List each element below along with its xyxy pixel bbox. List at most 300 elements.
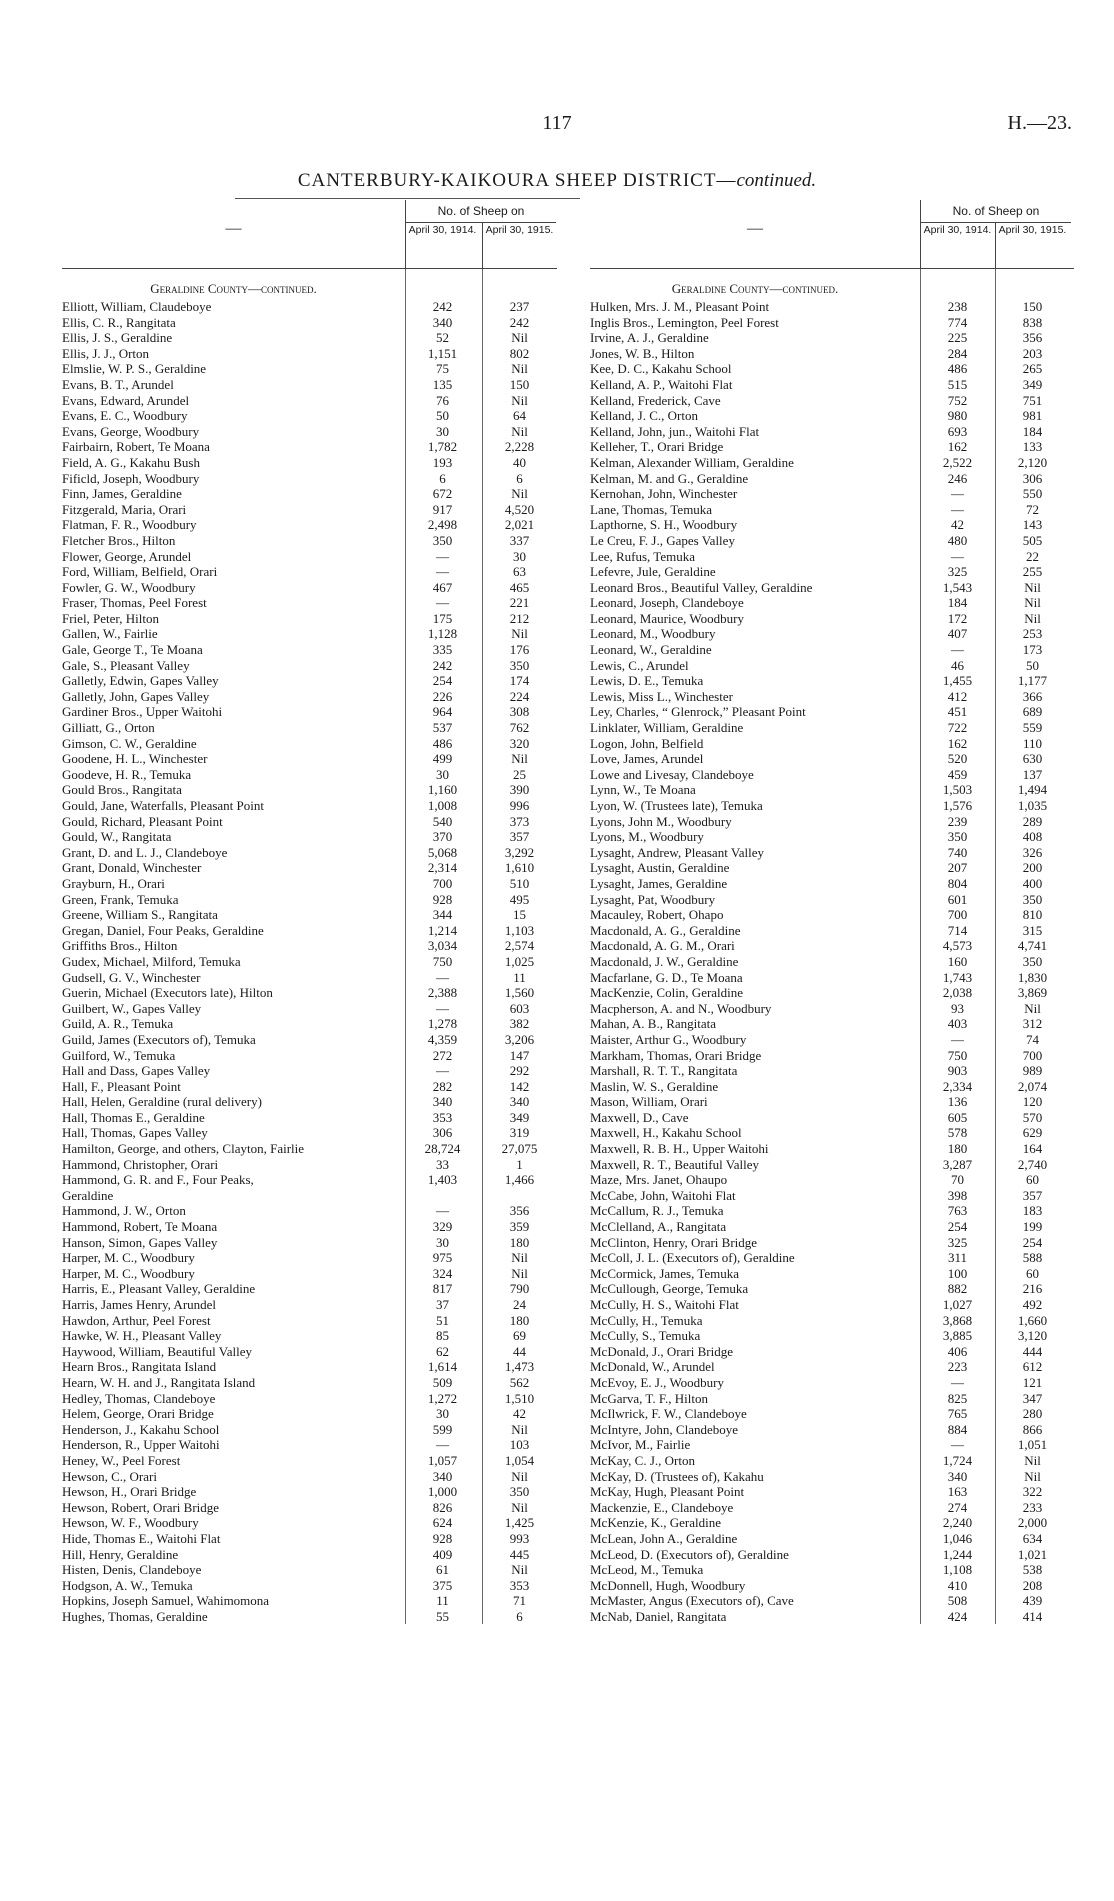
- table-row: [590, 1562, 1074, 1578]
- table-row: [590, 1172, 1074, 1188]
- table-row: [590, 923, 1074, 939]
- sheep-1914: 459: [947, 766, 968, 782]
- sheep-1914: 242: [432, 657, 453, 673]
- holder-name: Gale, George T., Te Moana: [62, 642, 203, 658]
- sheep-1914: 223: [947, 1359, 968, 1375]
- sheep-1915: 993: [509, 1530, 530, 1546]
- table-row: [590, 938, 1074, 954]
- holder-name: Lapthorne, S. H., Woodbury: [590, 517, 738, 533]
- sheep-1914: 30: [436, 1234, 449, 1250]
- sheep-1914: —: [436, 969, 449, 985]
- sheep-1915: 4,741: [1017, 938, 1048, 954]
- holder-name: Jones, W. B., Hilton: [590, 345, 695, 361]
- column-rule-1915: [482, 269, 483, 1624]
- sheep-1915: 3,206: [504, 1031, 535, 1047]
- sheep-1914: 207: [947, 860, 968, 876]
- holder-name: Kelleher, T., Orari Bridge: [590, 439, 724, 455]
- holder-name: Hewson, Robert, Orari Bridge: [62, 1499, 220, 1515]
- sheep-1914: 599: [432, 1421, 453, 1437]
- sheep-1915: 40: [513, 454, 526, 470]
- sheep-1914: 2,498: [427, 517, 458, 533]
- table-row: [590, 1359, 1074, 1375]
- holder-name: McGarva, T. F., Hilton: [590, 1390, 708, 1406]
- sheep-1915: 71: [513, 1593, 526, 1609]
- sheep-1915: 810: [1022, 907, 1043, 923]
- sheep-1915: 350: [1022, 891, 1043, 907]
- holder-name: McDonald, J., Orari Bridge: [590, 1343, 733, 1359]
- holder-name: Ley, Charles, “ Glenrock,” Pleasant Point: [590, 704, 806, 720]
- sheep-1915: 495: [509, 891, 530, 907]
- sheep-1915: 319: [509, 1125, 530, 1141]
- sheep-1915: 326: [1022, 844, 1043, 860]
- holder-name: Ellis, J. J., Orton: [62, 345, 150, 361]
- holder-name: Grayburn, H., Orari: [62, 875, 165, 891]
- table-row: [590, 1578, 1074, 1594]
- sheep-1914: 282: [432, 1078, 453, 1094]
- sheep-group-label: No. of Sheep on: [406, 200, 556, 223]
- sheep-1914: 1,743: [942, 969, 973, 985]
- table-row: [590, 1125, 1074, 1141]
- holder-name: Gould, Jane, Waterfalls, Pleasant Point: [62, 798, 264, 813]
- sheep-1915: 603: [509, 1000, 530, 1016]
- sheep-1915: 559: [1022, 720, 1043, 736]
- holder-name: Kelman, Alexander William, Geraldine: [590, 454, 794, 470]
- sheep-1915: 253: [1022, 626, 1043, 642]
- sheep-group-label: No. of Sheep on: [921, 200, 1071, 223]
- sheep-1914: 407: [947, 626, 968, 642]
- sheep-1915: Nil: [511, 1421, 528, 1437]
- sheep-1914: 406: [947, 1343, 968, 1359]
- sheep-1914: 3,868: [942, 1312, 973, 1328]
- sheep-1914: 1,455: [942, 673, 973, 689]
- holder-name: Fowler, G. W., Woodbury: [62, 579, 196, 595]
- sheep-1915: 465: [509, 579, 530, 595]
- sheep-1914: 882: [947, 1281, 968, 1297]
- holder-name: Grant, D. and L. J., Clandeboye: [62, 844, 228, 860]
- sheep-1914: 51: [436, 1312, 449, 1328]
- sheep-1914: 6: [439, 470, 446, 486]
- holder-name: Hughes, Thomas, Geraldine: [62, 1608, 208, 1624]
- sheep-1915: Nil: [1024, 595, 1041, 611]
- sheep-1915: 1,494: [1017, 782, 1048, 798]
- sheep-1914: 714: [947, 922, 968, 938]
- sheep-1914: 325: [947, 1234, 968, 1250]
- holder-name: Hearn Bros., Rangitata Island: [62, 1359, 217, 1375]
- holder-name: Gould, W., Rangitata: [62, 829, 172, 845]
- table-row: [590, 1157, 1074, 1173]
- sheep-1914: 175: [432, 610, 453, 626]
- sheep-1914: 239: [947, 813, 968, 829]
- sheep-1915: Nil: [1024, 1452, 1041, 1468]
- sheep-1915: 312: [1022, 1016, 1043, 1032]
- holder-name: McCully, S., Temuka: [590, 1328, 701, 1344]
- sheep-1915: 2,000: [1017, 1515, 1048, 1531]
- holder-name: Ellis, C. R., Rangitata: [62, 314, 176, 330]
- sheep-1914: 750: [432, 953, 453, 969]
- sheep-1915: 340: [509, 1094, 530, 1110]
- holder-name: McCullough, George, Temuka: [590, 1281, 749, 1297]
- sheep-1914: 424: [947, 1608, 968, 1624]
- sheep-1914: 467: [432, 579, 453, 595]
- sheep-1915: 359: [509, 1219, 530, 1235]
- sheep-1914: 1,128: [427, 626, 458, 642]
- sheep-1915: 1: [516, 1156, 523, 1172]
- sheep-1915: 356: [509, 1203, 530, 1219]
- sheep-1914: 254: [432, 673, 453, 689]
- sheep-1915: 174: [509, 673, 530, 689]
- sheep-1914: 903: [947, 1063, 968, 1079]
- sheep-1915: 1,660: [1017, 1312, 1048, 1328]
- table-row: [590, 1609, 1074, 1625]
- table-row: [590, 1593, 1074, 1609]
- holder-name: Maze, Mrs. Janet, Ohaupo: [590, 1172, 728, 1188]
- page-number: 117: [542, 112, 572, 134]
- holder-name: McDonnell, Hugh, Woodbury: [590, 1577, 746, 1593]
- holder-name: Linklater, William, Geraldine: [590, 720, 744, 736]
- header-1914: April 30, 1914.: [923, 224, 992, 236]
- holder-name: Fificld, Joseph, Woodbury: [62, 470, 200, 486]
- sheep-1914: 242: [432, 299, 453, 314]
- sheep-1915: 762: [509, 720, 530, 736]
- sheep-1915: 350: [1022, 953, 1043, 969]
- holder-name: McCabe, John, Waitohi Flat: [590, 1187, 736, 1203]
- sheep-1914: 50: [436, 408, 449, 424]
- sheep-1914: 172: [947, 610, 968, 626]
- table-row: [590, 1437, 1074, 1453]
- table-row: [590, 1219, 1074, 1235]
- table-row: [590, 720, 1074, 736]
- column-rule-1915: [995, 269, 996, 1624]
- sheep-1914: 540: [432, 813, 453, 829]
- table-row: [590, 985, 1074, 1001]
- holder-name: McLean, John A., Geraldine: [590, 1530, 738, 1546]
- table-row: [590, 1235, 1074, 1251]
- table-row: [590, 1001, 1074, 1017]
- sheep-1914: 274: [947, 1499, 968, 1515]
- sheep-1915: 1,560: [504, 985, 535, 1001]
- holder-name: McMaster, Angus (Executors of), Cave: [590, 1593, 794, 1609]
- sheep-1915: 221: [509, 595, 530, 611]
- table-row: [590, 1469, 1074, 1485]
- table-row: [590, 689, 1074, 705]
- sheep-1915: 42: [513, 1406, 526, 1422]
- holder-name: Guild, A. R., Temuka: [62, 1016, 174, 1032]
- sheep-1914: 826: [432, 1499, 453, 1515]
- holder-name: Hall, Helen, Geraldine (rural delivery): [62, 1094, 262, 1110]
- sheep-1914: 752: [947, 392, 968, 408]
- sheep-1915: 320: [509, 735, 530, 751]
- holder-name: Macpherson, A. and N., Woodbury: [590, 1000, 772, 1016]
- table-row: [590, 658, 1074, 674]
- title-suffix: continued.: [736, 170, 817, 191]
- holder-name: Kelman, M. and G., Geraldine: [590, 470, 749, 486]
- holder-name: Evans, George, Woodbury: [62, 423, 200, 439]
- sheep-1914: 311: [947, 1250, 968, 1266]
- sheep-1915: Nil: [511, 1499, 528, 1515]
- sheep-1914: 2,522: [942, 454, 973, 470]
- table-row: [590, 580, 1074, 596]
- header-1915: April 30, 1915.: [998, 224, 1067, 236]
- holder-name: Hill, Henry, Geraldine: [62, 1546, 179, 1562]
- sheep-1914: 578: [947, 1125, 968, 1141]
- sheep-1915: 4,520: [504, 501, 535, 517]
- sheep-1915: 349: [1022, 376, 1043, 392]
- sheep-1914: 486: [947, 361, 968, 377]
- column-rule-1914: [405, 269, 406, 1624]
- sheep-1915: 570: [1022, 1109, 1043, 1125]
- holder-name: Lowe and Livesay, Clandeboye: [590, 766, 754, 782]
- holder-name: Harper, M. C., Woodbury: [62, 1250, 195, 1266]
- sheep-1914: 375: [432, 1577, 453, 1593]
- sheep-1915: 562: [509, 1374, 530, 1390]
- holder-name: Greene, William S., Rangitata: [62, 907, 218, 923]
- sheep-1914: —: [951, 1437, 964, 1453]
- sheep-1915: 183: [1022, 1203, 1043, 1219]
- holder-name: Lewis, Miss L., Winchester: [590, 688, 733, 704]
- table-row: [590, 876, 1074, 892]
- sheep-1914: 917: [432, 501, 453, 517]
- sheep-1914: —: [951, 501, 964, 517]
- sheep-1914: 42: [951, 517, 964, 533]
- sheep-1915: 414: [1022, 1608, 1043, 1624]
- sheep-1914: 184: [947, 595, 968, 611]
- sheep-1915: 357: [509, 829, 530, 845]
- sheep-1914: —: [951, 548, 964, 564]
- holder-name: McCully, H., Temuka: [590, 1312, 703, 1328]
- sheep-1914: 817: [432, 1281, 453, 1297]
- holder-name: Hall, F., Pleasant Point: [62, 1078, 181, 1094]
- sheep-1915: 1,510: [504, 1390, 535, 1406]
- sheep-1914: 1,503: [942, 782, 973, 798]
- holder-name: Fletcher Bros., Hilton: [62, 532, 176, 548]
- holder-name: Hammond, Robert, Te Moana: [62, 1219, 218, 1235]
- sheep-1915: 103: [509, 1437, 530, 1453]
- sheep-1915: 2,740: [1017, 1156, 1048, 1172]
- table-row: [590, 346, 1074, 362]
- sheep-1914: 325: [947, 564, 968, 580]
- holder-name: McNab, Daniel, Rangitata: [590, 1608, 727, 1624]
- sheep-1914: 928: [432, 1530, 453, 1546]
- holder-name: Leonard, Maurice, Woodbury: [590, 610, 744, 626]
- sheep-1915: 838: [1022, 314, 1043, 330]
- sheep-1915: Nil: [1024, 579, 1041, 595]
- table-row: [590, 1079, 1074, 1095]
- sheep-1915: 150: [509, 376, 530, 392]
- holder-name: Hamilton, George, and others, Clayton, Fairlie: [62, 1141, 305, 1157]
- holder-name: Finn, James, Geraldine: [62, 486, 182, 502]
- sheep-1915: 390: [509, 782, 530, 798]
- sheep-1914: 55: [436, 1608, 449, 1624]
- sheep-1914: 1,160: [427, 782, 458, 798]
- sheep-1915: 2,574: [504, 938, 535, 954]
- sheep-1914: 693: [947, 423, 968, 439]
- sheep-1914: 353: [432, 1109, 453, 1125]
- sheep-1915: 24: [513, 1297, 526, 1312]
- holder-name: Henderson, J., Kakahu School: [62, 1421, 220, 1437]
- sheep-1915: 630: [1022, 751, 1043, 767]
- table-row: [590, 1063, 1074, 1079]
- sheep-1914: 160: [947, 953, 968, 969]
- sheep-1914: 480: [947, 532, 968, 548]
- holder-name: Kernohan, John, Winchester: [590, 486, 738, 502]
- holder-name: Lyons, M., Woodbury: [590, 829, 704, 845]
- sheep-1914: —: [436, 1437, 449, 1453]
- sheep-1914: 398: [947, 1187, 968, 1203]
- sheep-1914: 964: [432, 704, 453, 720]
- sheep-1914: 61: [436, 1562, 449, 1578]
- sheep-1915: Nil: [511, 361, 528, 377]
- table-row: [590, 1313, 1074, 1329]
- sheep-1914: —: [951, 1031, 964, 1047]
- sheep-1915: 866: [1022, 1421, 1043, 1437]
- sheep-1915: 357: [1022, 1187, 1043, 1203]
- table-row: [590, 502, 1074, 518]
- table-row: [590, 673, 1074, 689]
- holder-name: McColl, J. L. (Executors of), Geraldine: [590, 1250, 795, 1266]
- holder-name: Fitzgerald, Maria, Orari: [62, 501, 187, 517]
- holder-name: Lyons, John M., Woodbury: [590, 813, 732, 829]
- table-body: [590, 269, 1074, 1624]
- holder-name: Hanson, Simon, Gapes Valley: [62, 1234, 218, 1250]
- table-row: [590, 1531, 1074, 1547]
- table-row: [590, 626, 1074, 642]
- sheep-1915: 142: [509, 1078, 530, 1094]
- holder-name: Helem, George, Orari Bridge: [62, 1406, 214, 1422]
- table-row: [590, 1500, 1074, 1516]
- sheep-1914: 85: [436, 1328, 449, 1344]
- table-row: [590, 439, 1074, 455]
- holder-name: Guilford, W., Temuka: [62, 1047, 176, 1063]
- sheep-1914: 70: [951, 1172, 964, 1188]
- holder-name: Harris, James Henry, Arundel: [62, 1297, 217, 1312]
- sheep-1914: 62: [436, 1343, 449, 1359]
- sheep-1914: 804: [947, 875, 968, 891]
- sheep-1914: 180: [947, 1141, 968, 1157]
- holder-name: Marshall, R. T. T., Rangitata: [590, 1063, 738, 1079]
- sheep-1915: 199: [1022, 1219, 1043, 1235]
- holder-name: Leonard, M., Woodbury: [590, 626, 716, 642]
- holder-name: Friel, Peter, Hilton: [62, 610, 159, 626]
- holder-name: Hammond, J. W., Orton: [62, 1203, 186, 1219]
- sheep-1914: 329: [432, 1219, 453, 1235]
- sheep-1915: Nil: [511, 1250, 528, 1266]
- sheep-1914: 1,782: [427, 439, 458, 455]
- sheep-1914: 162: [947, 439, 968, 455]
- sheep-1914: 33: [436, 1156, 449, 1172]
- holder-name: Lane, Thomas, Temuka: [590, 501, 713, 517]
- holder-name: Hall and Dass, Gapes Valley: [62, 1063, 211, 1079]
- table-row: [590, 1484, 1074, 1500]
- sheep-1915: Nil: [511, 1265, 528, 1281]
- holder-name: Leonard, W., Geraldine: [590, 642, 712, 658]
- table-row: [590, 1297, 1074, 1313]
- sheep-1915: 981: [1022, 408, 1043, 424]
- table-row: [590, 704, 1074, 720]
- sheep-1915: 121: [1022, 1374, 1043, 1390]
- holder-name: Hewson, C., Orari: [62, 1468, 157, 1484]
- holder-name: Guilbert, W., Gapes Valley: [62, 1000, 202, 1016]
- holder-name: McCallum, R. J., Temuka: [590, 1203, 724, 1219]
- sheep-1915: 550: [1022, 486, 1043, 502]
- holder-name: Leonard Bros., Beautiful Valley, Geraldine: [590, 579, 813, 595]
- table-row: [590, 361, 1074, 377]
- sheep-1914: 30: [436, 766, 449, 782]
- sheep-1914: 4,359: [427, 1031, 458, 1047]
- sheep-1915: 510: [509, 875, 530, 891]
- table-row: [590, 1453, 1074, 1469]
- holder-name: Hopkins, Joseph Samuel, Wahimomona: [62, 1593, 270, 1609]
- table-row: [590, 829, 1074, 845]
- sheep-1914: 1,724: [942, 1452, 973, 1468]
- table-row: [590, 1110, 1074, 1126]
- sheep-1915: 588: [1022, 1250, 1043, 1266]
- sheep-1914: 246: [947, 470, 968, 486]
- holder-name: Kelland, Frederick, Cave: [590, 392, 721, 408]
- sheep-1915: 505: [1022, 532, 1043, 548]
- sheep-1914: 1,008: [427, 798, 458, 813]
- holder-name: Gale, S., Pleasant Valley: [62, 657, 190, 673]
- sheep-1914: —: [436, 1063, 449, 1079]
- table-row: [590, 1048, 1074, 1064]
- sheep-1915: Nil: [511, 423, 528, 439]
- sheep-1914: 928: [432, 891, 453, 907]
- holder-name: McKay, C. J., Orton: [590, 1452, 695, 1468]
- sheep-1914: 1,272: [427, 1390, 458, 1406]
- sheep-1914: 2,334: [942, 1078, 973, 1094]
- sheep-1915: Nil: [1024, 1000, 1041, 1016]
- holder-name: Gregan, Daniel, Four Peaks, Geraldine: [62, 922, 264, 938]
- sheep-1915: 180: [509, 1312, 530, 1328]
- table-row: [590, 424, 1074, 440]
- sheep-1914: 412: [947, 688, 968, 704]
- sheep-1915: 2,120: [1017, 454, 1048, 470]
- sheep-1914: 76: [436, 392, 449, 408]
- holder-name: Goodene, H. L., Winchester: [62, 751, 208, 767]
- holder-name: Gudsell, G. V., Winchester: [62, 969, 201, 985]
- sheep-1914: 75: [436, 361, 449, 377]
- holder-name: Ellis, J. S., Geraldine: [62, 330, 173, 346]
- sheep-1914: 1,278: [427, 1016, 458, 1032]
- table-row: [590, 377, 1074, 393]
- sheep-1915: 15: [513, 907, 526, 923]
- sheep-1914: 672: [432, 486, 453, 502]
- holder-name: Griffiths Bros., Hilton: [62, 938, 178, 954]
- sheep-1914: 28,724: [424, 1141, 461, 1157]
- table-row: [590, 767, 1074, 783]
- sheep-1914: 350: [947, 829, 968, 845]
- sheep-1915: 147: [509, 1047, 530, 1063]
- holder-name: Henderson, R., Upper Waitohi: [62, 1437, 220, 1453]
- sheep-1915: 373: [509, 813, 530, 829]
- holder-name: Hawke, W. H., Pleasant Valley: [62, 1328, 222, 1344]
- section-heading: Geraldine County—continued.: [150, 281, 317, 296]
- holder-name: Hammond, G. R. and F., Four Peaks,: [62, 1172, 254, 1188]
- sheep-1915: 1,103: [504, 922, 535, 938]
- table-row: [590, 1188, 1074, 1204]
- holder-name: Lysaght, Pat, Woodbury: [590, 891, 716, 907]
- sheep-1914: 52: [436, 330, 449, 346]
- table-row: [590, 517, 1074, 533]
- sheep-1915: 612: [1022, 1359, 1043, 1375]
- holder-name: Grant, Donald, Winchester: [62, 860, 202, 876]
- sheep-1914: 1,151: [427, 345, 458, 361]
- table-row: [590, 907, 1074, 923]
- sheep-1914: 763: [947, 1203, 968, 1219]
- sheep-1914: 46: [951, 657, 964, 673]
- sheep-1915: 237: [509, 299, 530, 314]
- sheep-1915: Nil: [1024, 1468, 1041, 1484]
- sheep-1914: 537: [432, 720, 453, 736]
